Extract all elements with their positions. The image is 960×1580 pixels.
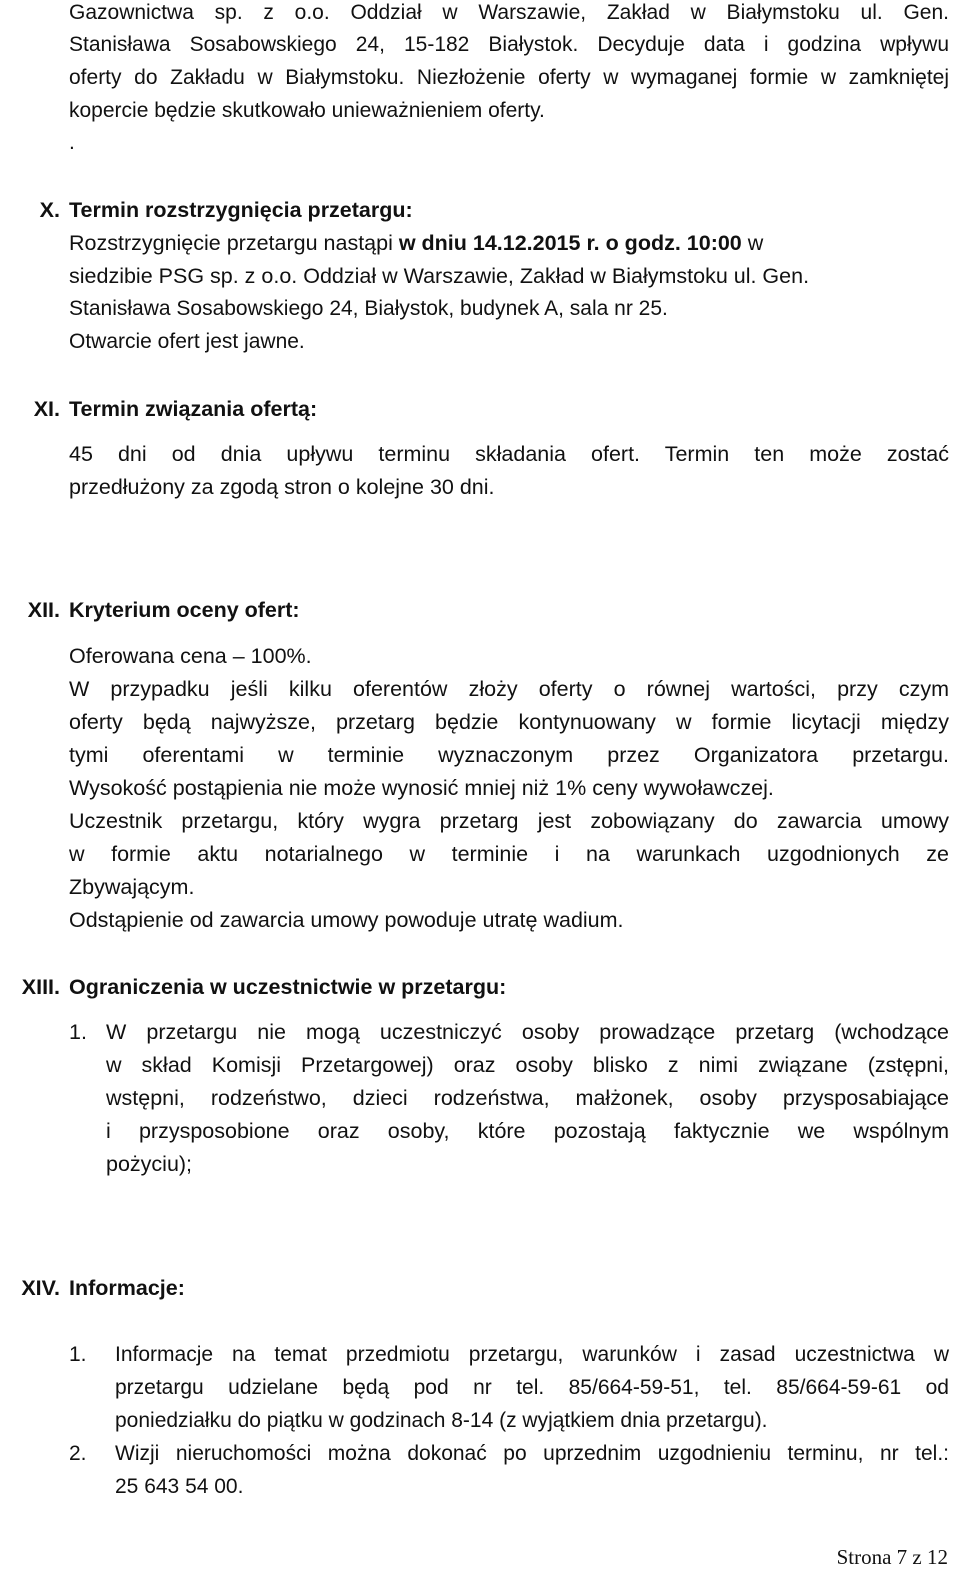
section-title: Informacje: — [69, 1276, 185, 1300]
list-item-number: 1. — [69, 1343, 87, 1366]
section-title: Ograniczenia w uczestnictwie w przetargu: — [69, 975, 507, 999]
text-bold-date: w dniu 14.12.2015 r. o godz. 10:00 — [398, 231, 742, 255]
section-xi-line: przedłużony za zgodą stron o kolejne 30 dni. — [69, 475, 495, 499]
list-item-line: 25 643 54 00. — [115, 1475, 244, 1498]
list-item-line: Informacje na temat przedmiotu przetargu, warunków i zasad uczestnictwa w — [115, 1343, 949, 1366]
list-item-line: i przysposobione oraz osoby, które pozostają faktycznie we wspólnym — [106, 1119, 949, 1143]
intro-line: Gazownictwa sp. z o.o. Oddział w Warszawie, Zakład w Białymstoku ul. Gen. — [69, 1, 949, 24]
text-normal: w — [741, 231, 764, 255]
intro-line: kopercie będzie skutkowało unieważnieniem oferty. — [69, 99, 545, 122]
list-item-line: w skład Komisji Przetargowej) oraz osoby blisko z nimi związane (zstępni, — [106, 1053, 949, 1077]
page-number-footer: Strona 7 z 12 — [836, 1545, 948, 1569]
section-xi-line: 45 dni od dnia upływu terminu składania ofert. Termin ten może zostać — [69, 442, 949, 466]
section-xii-line: Uczestnik przetargu, który wygra przetarg jest zobowiązany do zawarcia umowy — [69, 809, 949, 833]
section-xii-line: w formie aktu notarialnego w terminie i na warunkach uzgodnionych ze — [69, 842, 949, 866]
intro-line: oferty do Zakładu w Białymstoku. Niezłożenie oferty w wymaganej formie w zamkniętej — [69, 66, 949, 89]
list-item-line: pożyciu); — [106, 1152, 193, 1176]
section-x-line: siedzibie PSG sp. z o.o. Oddział w Warszawie, Zakład w Białymstoku ul. Gen. — [69, 264, 810, 288]
intro-line: . — [69, 131, 75, 154]
section-xii-line: W przypadku jeśli kilku oferentów złoży oferty o równej wartości, przy czym — [69, 677, 949, 701]
section-number: XIII. — [21, 975, 60, 999]
section-xii-line: tymi oferentami w terminie wyznaczonym przez Organizatora przetargu. — [69, 743, 949, 767]
section-xii-line: Odstąpienie od zawarcia umowy powoduje utratę wadium. — [69, 908, 624, 932]
section-number: XI. — [33, 397, 60, 421]
list-item-line: Wizji nieruchomości można dokonać po uprzednim uzgodnieniu terminu, nr tel.: — [115, 1442, 949, 1465]
section-x-line: Otwarcie ofert jest jawne. — [69, 330, 305, 353]
list-item-line: W przetargu nie mogą uczestniczyć osoby prowadzące przetarg (wchodzące — [106, 1020, 949, 1044]
section-number: XII. — [27, 598, 60, 622]
section-xii-line: Oferowana cena – 100%. — [69, 644, 312, 668]
section-title: Kryterium oceny ofert: — [69, 598, 300, 622]
section-xii-line: Zbywającym. — [69, 875, 195, 899]
section-number: XIV. — [21, 1276, 60, 1300]
list-item-line: poniedziałku do piątku w godzinach 8-14 (z wyjątkiem dnia przetargu). — [115, 1409, 768, 1432]
section-xii-line: Wysokość postąpienia nie może wynosić mniej niż 1% ceny wywoławczej. — [69, 776, 774, 800]
section-title: Termin rozstrzygnięcia przetargu: — [69, 198, 413, 222]
section-x-line: Stanisława Sosabowskiego 24, Białystok, budynek A, sala nr 25. — [69, 297, 668, 320]
text-normal: Rozstrzygnięcie przetargu nastąpi — [69, 231, 399, 255]
section-xii-line: oferty będą najwyższe, przetarg będzie kontynuowany w formie licytacji między — [69, 710, 949, 734]
section-number: X. — [39, 198, 60, 222]
intro-line: Stanisława Sosabowskiego 24, 15-182 Białystok. Decyduje data i godzina wpływu — [69, 33, 949, 56]
list-item-line: wstępni, rodzeństwo, dzieci rodzeństwa, małżonek, osoby przysposabiające — [106, 1086, 949, 1110]
list-item-number: 2. — [69, 1442, 87, 1465]
section-x-line — [69, 228, 949, 258]
section-title: Termin związania ofertą: — [69, 397, 318, 421]
list-item-number: 1. — [69, 1020, 87, 1044]
list-item-line: przetargu udzielane będą pod nr tel. 85/664-59-51, tel. 85/664-59-61 od — [115, 1376, 949, 1399]
